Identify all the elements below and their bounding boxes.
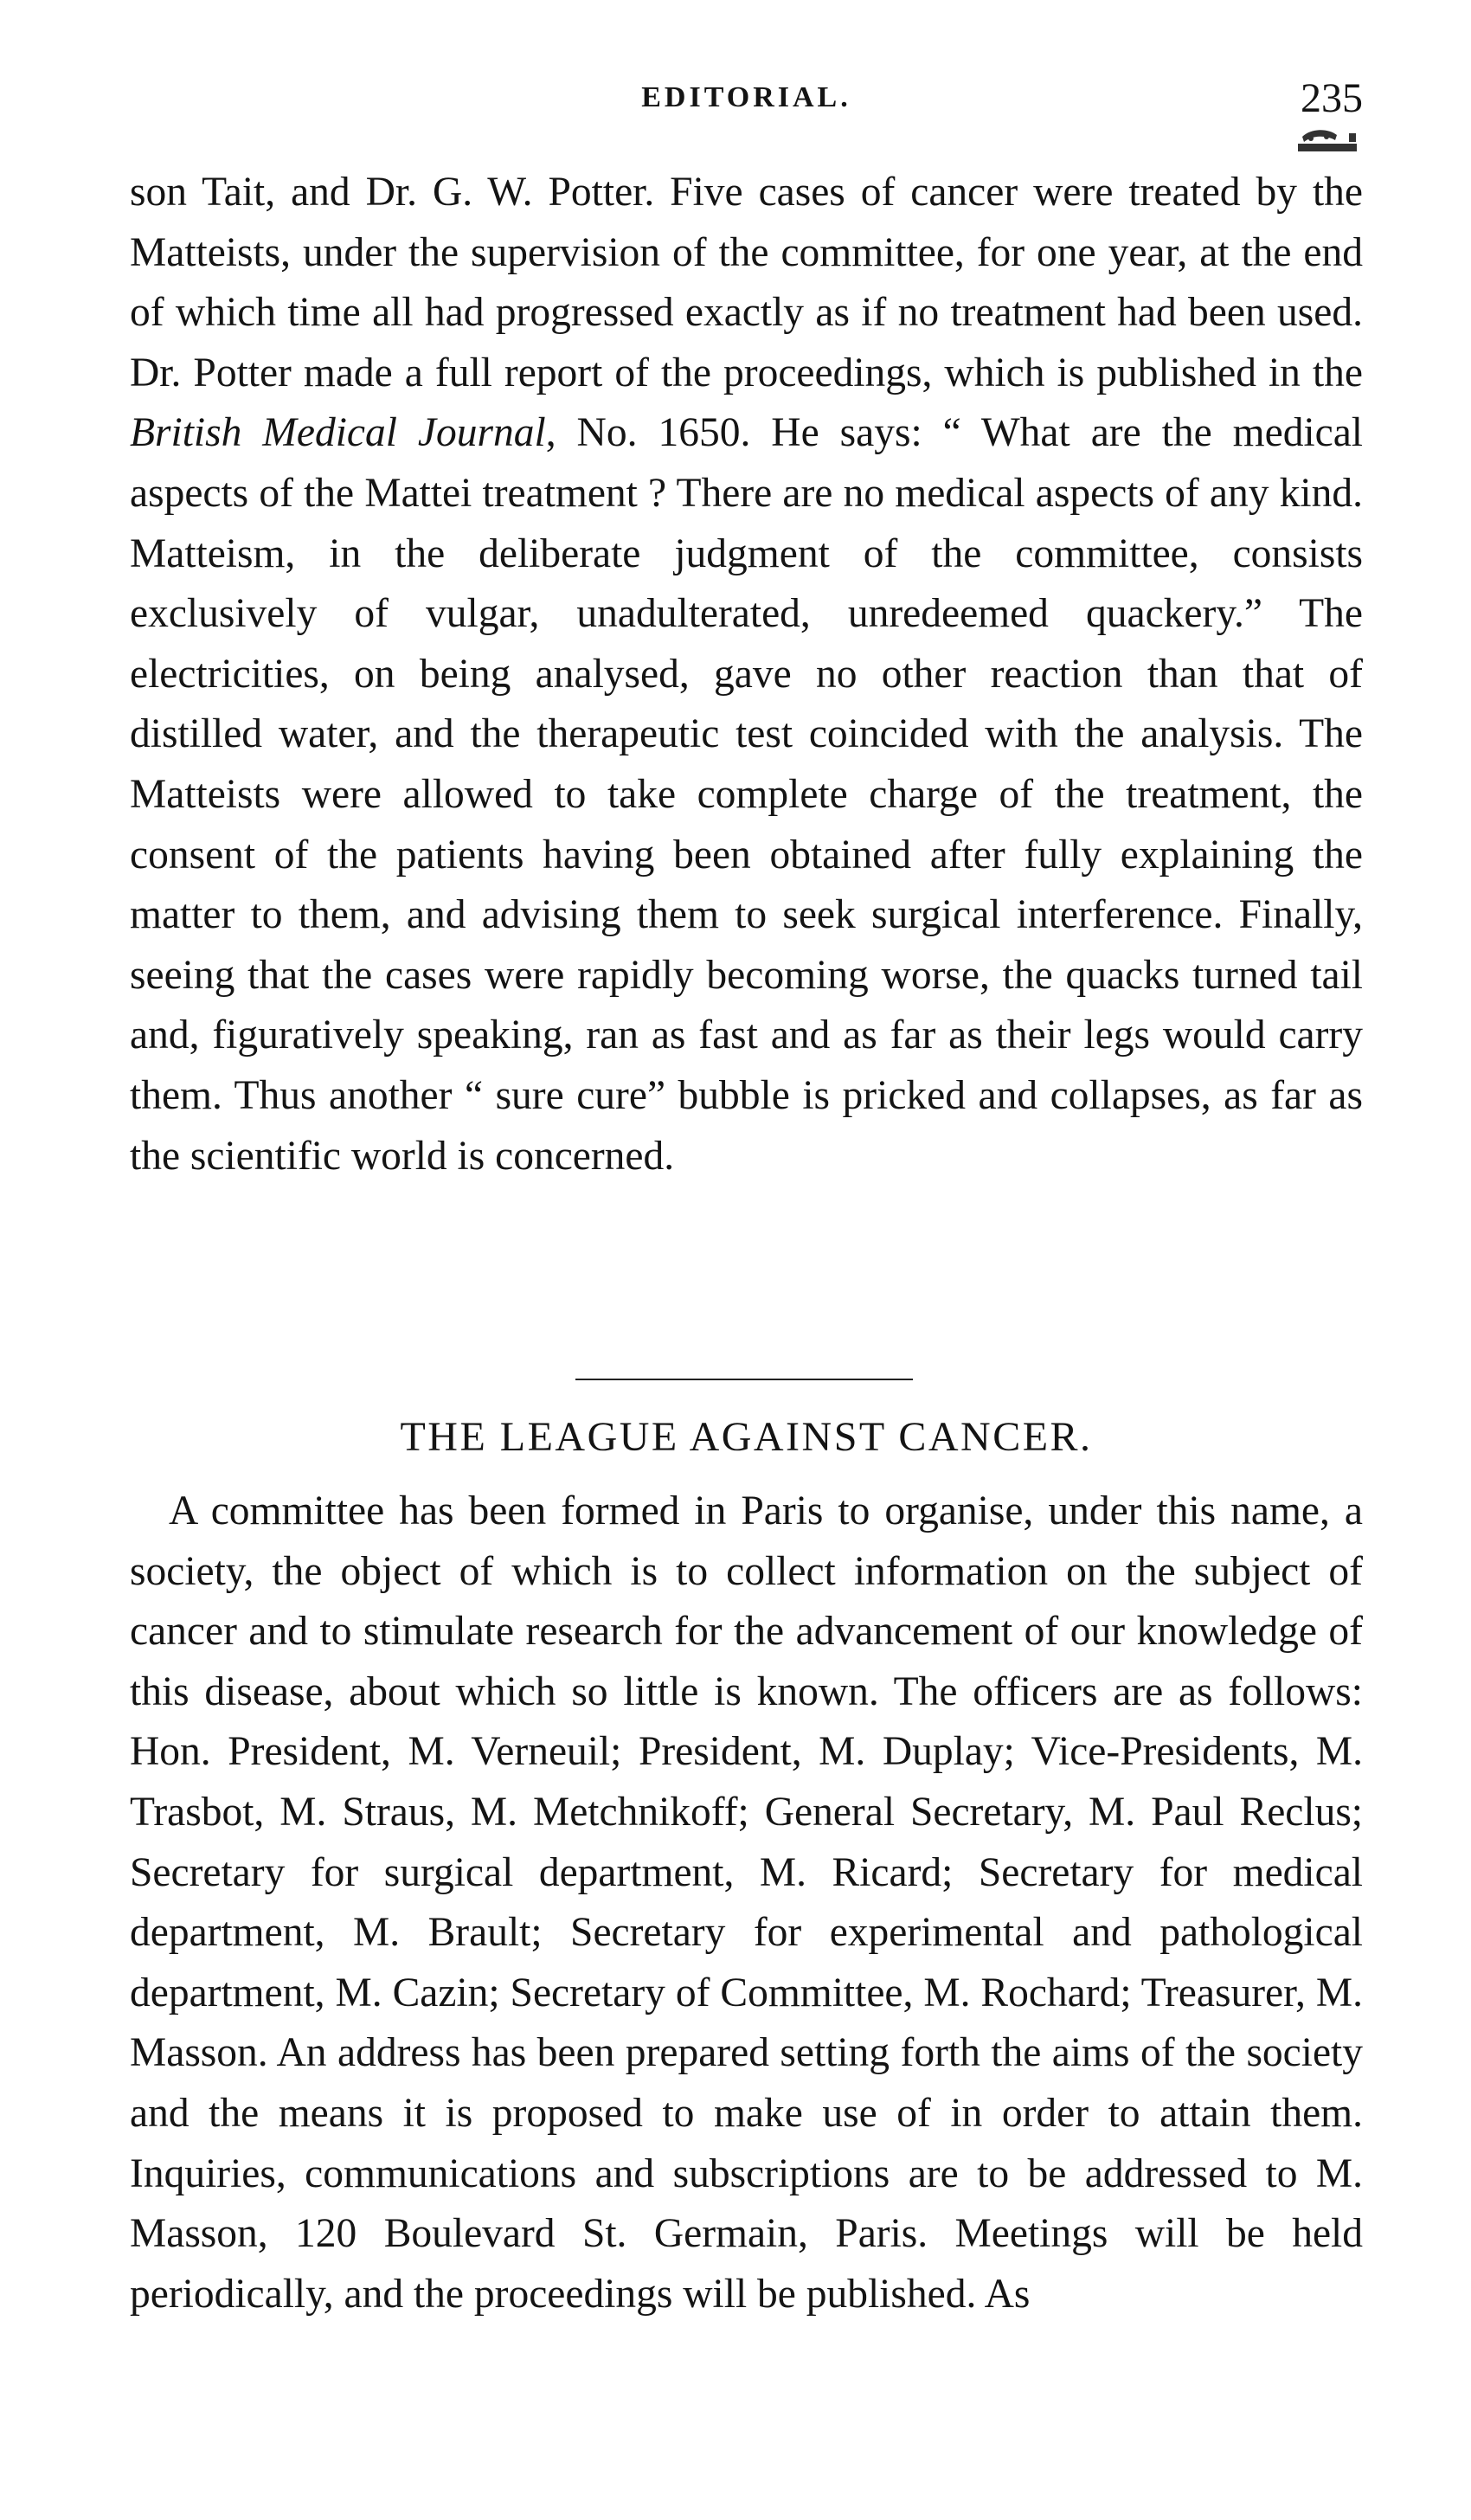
paragraph-continued — [130, 163, 1363, 1186]
page-number: 235 — [1301, 75, 1363, 121]
paragraph-text-part-1: son Tait, and Dr. G. W. Potter. Five cases of cancer were treated by the Matteists, under the supervision of the committee, for one year, at the end of which time all had progressed exactly as if no treatment had been used. Dr. Potter made a full report of the proceedings, which is published in the — [130, 170, 1363, 395]
section-heading: THE LEAGUE AGAINST CANCER. — [400, 1414, 1093, 1460]
continued-article-text — [130, 163, 1363, 1186]
running-header — [130, 74, 1363, 135]
section-paragraph: A committee has been formed in Paris to organise, under this name, a society, the object of which is to collect information on the subject of cancer and to stimulate research for the advancement of our knowledge of this disease, about which so little is known. The officers are as follows: Hon. President, M. Verneuil; President, M. Duplay; Vice-Presidents, M. Trasbot, M. Straus, M. Metchnikoff; General Secretary, M. Paul Reclus; Secretary for surgical department, M. Ricard; Secretary for medical department, M. Brault; Secretary for experimental and pathological department, M. Cazin; Secretary of Committee, M. Rochard; Treasurer, M. Masson. An address has been prepared setting forth the aims of the society and the means it is proposed to make use of in order to attain them. Inquiries, communications and subscriptions are to be addressed to M. Masson, 120 Boulevard St. Germain, Paris. Meetings will be held periodically, and the proceedings will be published. As — [130, 1488, 1363, 2317]
running-title: EDITORIAL. — [641, 81, 851, 113]
printer-ornament-icon — [1276, 125, 1363, 159]
journal-title: British Medical Journal — [130, 410, 546, 456]
paragraph-text-part-2: , No. 1650. He says: “ What are the medical aspects of the Mattei treatment ? There are no medical aspects of any kind. Matteism, in the deliberate judgment of the committee, consists exclusively of vulgar, unadulterated, unredeemed quackery.” The electricities, on being analysed, gave no other reaction than that of distilled water, and the therapeutic test coincided with the analysis. The Matteists were allowed to take complete charge of the treatment, the consent of the patients having been obtained after fully explaining the matter to them, and advising them to seek surgical interference. Finally, seeing that the cases were rapidly becoming worse, the quacks turned tail and, figuratively speaking, ran as fast and as far as their legs would carry them. Thus another “ sure cure” bubble is pricked and collapses, as far as the scientific world is concerned. — [130, 410, 1363, 1179]
section-divider — [575, 1379, 913, 1380]
